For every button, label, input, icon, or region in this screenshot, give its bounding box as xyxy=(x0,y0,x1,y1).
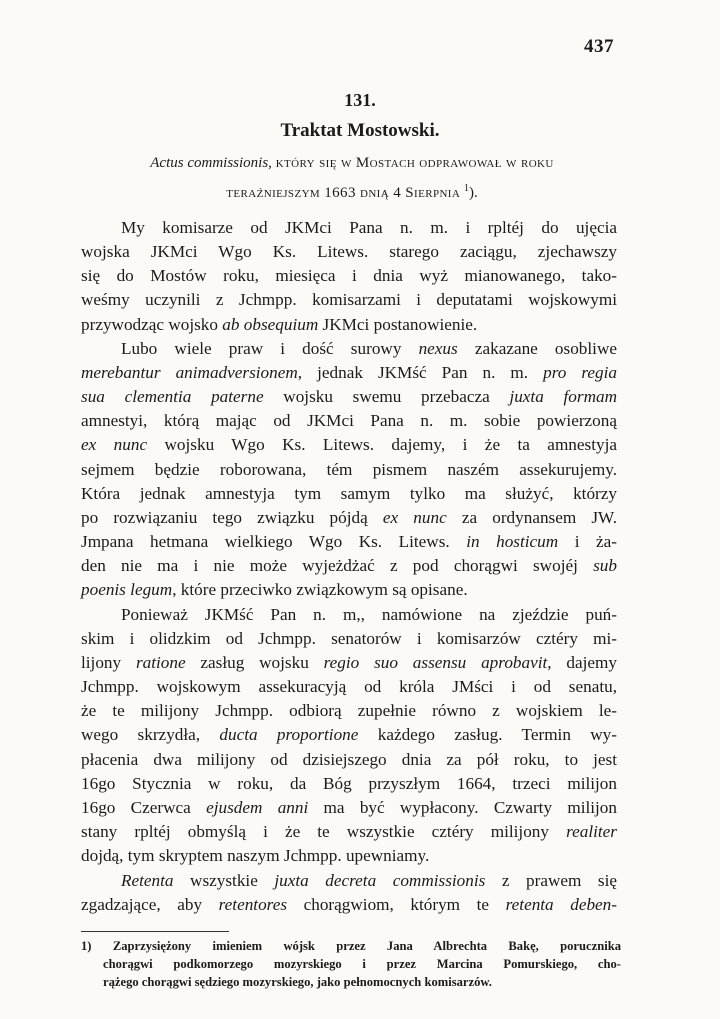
text-run: sejmem będzie roborowana, tém pismem naszém assekurujemy. xyxy=(81,460,617,479)
text-run: chorągwiom, którym te xyxy=(287,895,506,914)
text-run: ma być wypłacony. Czwarty milijon xyxy=(308,798,617,817)
footnote-marker: 1) xyxy=(81,939,92,953)
footnote-rule xyxy=(81,931,229,932)
body-line xyxy=(81,723,617,747)
text-run: 16go Stycznia w roku, da Bóg przyszłym 1664, trzeci milijon xyxy=(81,774,617,793)
text-run: zakazane osobliwe xyxy=(457,339,617,358)
latin-phrase: regio suo assensu aprobavit xyxy=(323,653,548,672)
latin-phrase: pro regia xyxy=(543,363,617,382)
text-run: wojsku Wgo Ks. Litews. dajemy, i że ta amnestyja xyxy=(147,435,617,454)
text-run: , dajemy xyxy=(547,653,617,672)
text-run: się do Mostów roku, miesięca i dnia wyż mianowanego, tako- xyxy=(81,266,617,285)
body-line xyxy=(81,409,617,433)
text-run: Jchmpp. wojskowym assekuracyją od króla JMści i od senatu, xyxy=(81,677,617,696)
body-line xyxy=(81,578,617,602)
body-line xyxy=(81,385,617,409)
latin-phrase: ex nunc xyxy=(81,435,148,454)
text-run: zasług wojsku xyxy=(185,653,324,672)
body-line xyxy=(81,554,617,578)
footnote-line-2: chorągwi podkomorzego mozyrskiego i przez Marcina Pomurskiego, cho- xyxy=(103,957,621,971)
latin-phrase: sub xyxy=(593,556,617,575)
body-line xyxy=(121,603,617,627)
text-run: za ordynansem JW. xyxy=(446,508,617,527)
text-run: wojska JKMci Wgo Ks. Litews. starego zaciągu, zjechawszy xyxy=(81,242,617,261)
body-line xyxy=(81,313,617,337)
body-line xyxy=(81,748,617,772)
body-line xyxy=(81,433,617,457)
body-line xyxy=(81,699,617,723)
body-line xyxy=(81,361,617,385)
footnote-text-1: Zaprzysiężony imieniem wójsk przez Jana Albrechta Bakę, porucznika xyxy=(112,939,621,953)
text-run: Jmpana hetmana wielkiego Wgo Ks. Litews. xyxy=(81,532,467,551)
body-line xyxy=(81,627,617,651)
text-run: z prawem się xyxy=(485,871,617,890)
text-run: , jednak JKMść Pan n. m. xyxy=(297,363,544,382)
footnote-line-3: rążego chorągwi sędziego mozyrskiego, jako pełnomocnych komisarzów. xyxy=(103,975,492,989)
body-line xyxy=(81,675,617,699)
text-run: zgadzające, aby xyxy=(81,895,219,914)
body-line xyxy=(121,216,617,240)
body-line xyxy=(81,482,617,506)
footnote-line-1 xyxy=(81,937,621,955)
body-line xyxy=(81,240,617,264)
text-run: Lubo wiele praw i dość surowy xyxy=(121,339,419,358)
text-run: wszystkie xyxy=(173,871,275,890)
latin-phrase: merebantur animadversionem xyxy=(81,363,298,382)
subtitle-lead: Actus commissionis, xyxy=(150,155,272,171)
body-line xyxy=(81,506,617,530)
text-run: amnestyi, którą mając od JKMci Pana n. m. sobie powierzoną xyxy=(81,411,617,430)
text-run: Ponieważ JKMść Pan n. m,, namówione na zjeździe puń- xyxy=(121,605,617,624)
text-run: wego skrzydła, xyxy=(81,725,220,744)
text-run: 16go Czerwca xyxy=(81,798,207,817)
document-title: Traktat Mostowski. xyxy=(280,120,440,141)
text-run: My komisarze od JKMci Pana n. m. i rpltéj do ujęcia xyxy=(121,218,617,237)
body-line xyxy=(81,651,617,675)
body-line xyxy=(81,530,617,554)
latin-phrase: sua clementia paterne xyxy=(81,387,264,406)
latin-phrase: realiter xyxy=(566,822,617,841)
latin-phrase: retentores xyxy=(218,895,288,914)
text-run: płacenia dwa milijony od dzisiejszego dnia za pół roku, to jest xyxy=(81,750,617,769)
footnote-ref: 1 xyxy=(463,183,469,194)
text-run: weśmy uczynili z Jchmpp. komisarzami i deputatami wojskowymi xyxy=(81,290,617,309)
document-number: 131. xyxy=(344,90,376,110)
body-line xyxy=(81,796,617,820)
latin-phrase: ducta proportione xyxy=(219,725,359,744)
body-line xyxy=(81,893,617,917)
body-line xyxy=(81,458,617,482)
latin-phrase: nexus xyxy=(418,339,458,358)
latin-phrase: in hosticum xyxy=(466,532,559,551)
page-number: 437 xyxy=(584,36,614,57)
latin-phrase: retenta deben- xyxy=(505,895,617,914)
latin-phrase: ex nunc xyxy=(382,508,447,527)
text-run: stany rpltéj obmyślą i że te wszystkie cztéry milijony xyxy=(81,822,567,841)
latin-phrase: Retenta xyxy=(121,871,174,890)
text-run: lijony xyxy=(81,653,136,672)
text-run: i ża- xyxy=(558,532,617,551)
subtitle-date: teraźniejszym 1663 dnią 4 Sierpnia xyxy=(226,185,461,201)
text-run: wojsku swemu przebacza xyxy=(263,387,510,406)
latin-phrase: ejusdem anni xyxy=(206,798,309,817)
latin-phrase: ab obsequium xyxy=(222,315,319,334)
body-line xyxy=(81,820,617,844)
text-run: den nie ma i nie może wyjeżdżać z pod chorągwi swojéj xyxy=(81,556,594,575)
text-run: przywodząc wojsko xyxy=(81,315,223,334)
body-line xyxy=(81,264,617,288)
latin-phrase: juxta decreta commissionis xyxy=(274,871,486,890)
body-line xyxy=(121,337,617,361)
subtitle-end: ). xyxy=(468,185,478,201)
text-run: po rozwiązaniu tego związku pójdą xyxy=(81,508,383,527)
latin-phrase: poenis legum xyxy=(81,580,173,599)
body-line xyxy=(81,772,617,796)
text-run: JKMci postanowienie. xyxy=(318,315,478,334)
body-line xyxy=(121,869,617,893)
text-run: każdego zasług. Termin wy- xyxy=(358,725,617,744)
latin-phrase: juxta formam xyxy=(509,387,617,406)
text-run: dojdą, tym skryptem naszym Jchmpp. upewniamy. xyxy=(81,846,430,865)
body-line xyxy=(81,288,617,312)
subtitle-rest: który się w Mostach odprawował w roku xyxy=(275,155,554,171)
text-run: Która jednak amnestyja tym samym tylko ma służyć, którzy xyxy=(81,484,617,503)
text-run: że te milijony Jchmpp. odbiorą zupełnie równo z wojskiem le- xyxy=(81,701,617,720)
footnote xyxy=(81,937,621,991)
body-line xyxy=(81,844,617,868)
text-run: , które przeciwko związkowym są opisane. xyxy=(172,580,468,599)
latin-phrase: ratione xyxy=(135,653,186,672)
text-run: skim i olidzkim od Jchmpp. senatorów i komisarzów cztéry mi- xyxy=(81,629,617,648)
